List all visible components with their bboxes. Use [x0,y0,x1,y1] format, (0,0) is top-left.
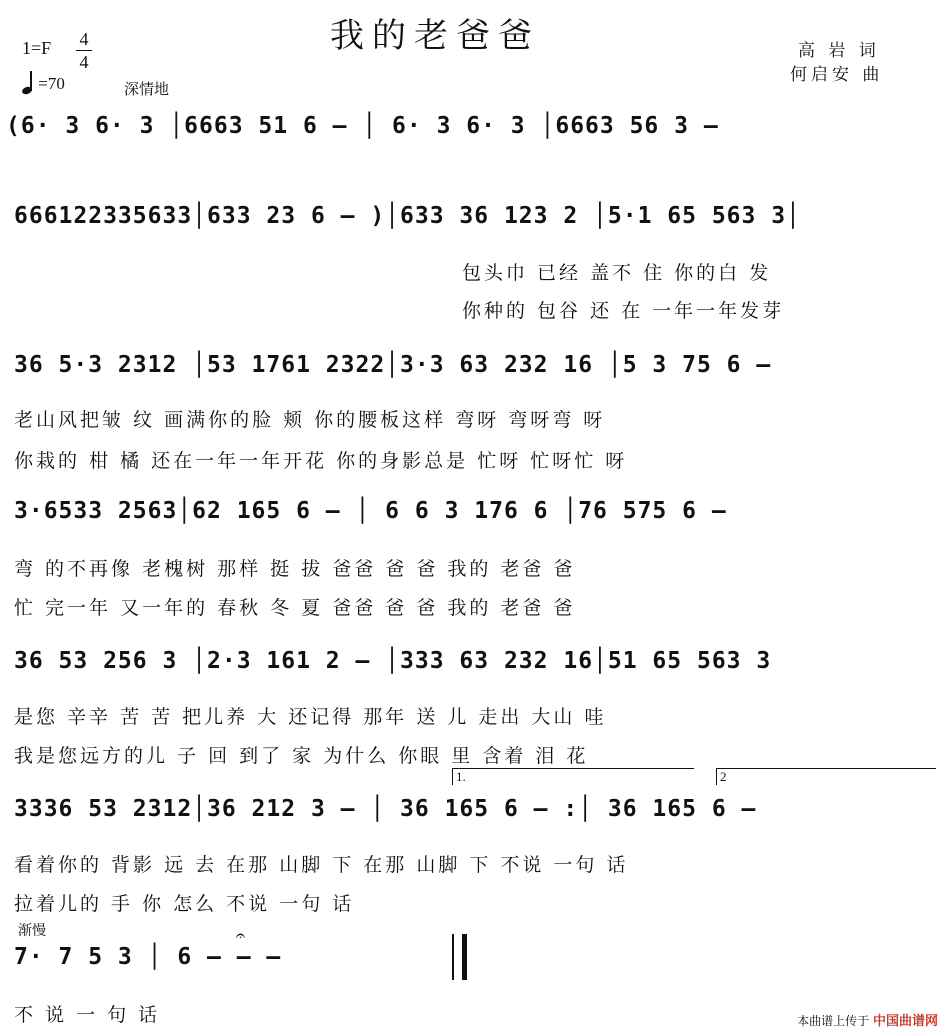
lyric-line-5b: 我是您远方的儿 子 回 到了 家 为什么 你眼 里 含着 泪 花 [14,745,589,767]
lyric-line-6a: 看着你的 背影 远 去 在那 山脚 下 在那 山脚 下 不说 一句 话 [14,854,629,876]
first-ending-bracket [452,768,694,785]
time-signature-top: 4 [79,29,89,49]
second-ending-bracket [716,768,936,785]
upload-text: 本曲谱上传于 [797,1014,870,1028]
site-logo: 中国曲谱网 [872,1014,938,1029]
lyric-line-2a: 包头巾 已经 盖不 住 你的白 发 [462,262,772,284]
lyric-line-6b: 拉着儿的 手 你 怎么 不说 一句 话 [14,893,355,915]
quarter-note-icon [22,72,34,94]
final-barline [452,934,467,980]
notation-line-5: 36 53 256 3 │2·3 161 2 – │333 63 232 16│51 65 563 3 [14,648,772,674]
second-ending-label: 2 [720,769,727,784]
song-title: 我的老爸爸 [330,16,540,56]
lyric-line-5a: 是您 辛辛 苦 苦 把儿养 大 还记得 那年 送 儿 走出 大山 哇 [14,706,607,728]
lyric-line-4a: 弯 的不再像 老槐树 那样 挺 拔 爸爸 爸 爸 我的 老爸 爸 [14,558,576,580]
lyric-line-2b: 你种的 包谷 还 在 一年一年发芽 [462,300,785,322]
lyric-line-3b: 你栽的 柑 橘 还在一年一年开花 你的身影总是 忙呀 忙呀忙 呀 [14,450,628,472]
notation-line-7: 7· 7 5 3 │ 6 – – – [14,944,282,970]
lyric-line-3a: 老山风把皱 纹 画满你的脸 颊 你的腰板这样 弯呀 弯呀弯 呀 [14,409,606,431]
notation-line-1: (6· 3 6· 3 │6663 51 6 – │ 6· 3 6· 3 │6663 56 3 – [6,113,719,139]
first-ending-label: 1. [456,769,466,784]
notation-line-3: 36 5·3 2312 │53 1761 2322│3·3 63 232 16 │5 3 75 6 – [14,352,772,378]
tempo-marking [22,72,65,94]
tempo-value: =70 [38,74,65,93]
time-signature-bottom: 4 [79,52,89,72]
composer-credit: 何启安 曲 [790,65,884,85]
time-signature [76,28,92,73]
notation-line-2: 666122335633│633 23 6 – )│633 36 123 2 │5·1 65 563 3│ [14,203,801,229]
key-signature: 1=F [22,38,52,58]
notation-line-4: 3·6533 2563│62 165 6 – │ 6 6 3 176 6 │76 575 6 – [14,498,727,524]
fermata-icon: 𝄐 [236,926,245,945]
lyric-line-4b: 忙 完一年 又一年的 春秋 冬 夏 爸爸 爸 爸 我的 老爸 爸 [14,597,576,619]
footer-credit [797,1010,938,1029]
expression-marking: 深情地 [124,80,170,98]
lyric-line-7: 不 说 一 句 话 [14,1004,161,1026]
notation-line-6: 3336 53 2312│36 212 3 – │ 36 165 6 – :│ 36 165 6 – [14,796,757,822]
tempo-change-marking: 渐慢 [18,923,46,939]
lyricist-credit: 高 岩 词 [798,41,880,61]
